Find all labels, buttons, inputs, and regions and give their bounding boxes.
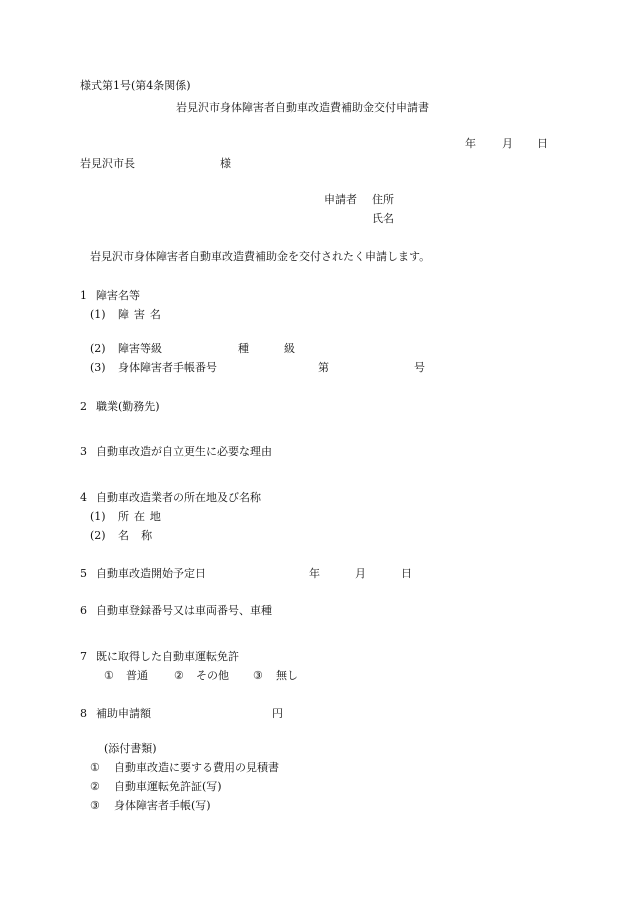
addressee-name: 岩見沢市長 bbox=[80, 157, 135, 170]
license-option-1-label: 普通 bbox=[126, 669, 148, 682]
item-1-3-number: (3) bbox=[90, 361, 106, 374]
attachments-heading: (添付書類) bbox=[104, 742, 157, 755]
date-year: 年 bbox=[465, 137, 476, 150]
date-day: 日 bbox=[537, 137, 548, 150]
attachment-1-mark: ① bbox=[90, 761, 100, 774]
item-4-number: 4 bbox=[80, 491, 87, 504]
item-1-label: 障害名等 bbox=[96, 289, 140, 302]
item-7-number: 7 bbox=[80, 650, 87, 663]
date-month: 月 bbox=[502, 137, 513, 150]
item-6-number: 6 bbox=[80, 604, 87, 617]
document-title: 岩見沢市身体障害者自動車改造費補助金交付申請書 bbox=[176, 101, 429, 114]
license-option-3-label: 無し bbox=[276, 669, 298, 682]
item-4-label: 自動車改造業者の所在地及び名称 bbox=[96, 491, 261, 504]
item-5-label: 自動車改造開始予定日 bbox=[96, 567, 206, 580]
attachment-2-mark: ② bbox=[90, 780, 100, 793]
item-1-3-dai: 第 bbox=[318, 361, 329, 374]
application-statement: 岩見沢市身体障害者自動車改造費補助金を交付されたく申請します。 bbox=[90, 250, 431, 263]
addressee-honorific: 様 bbox=[220, 157, 231, 170]
item-4-1-label: 所在地 bbox=[118, 510, 166, 523]
item-1-1-number: (1) bbox=[90, 308, 106, 321]
applicant-name-label: 氏名 bbox=[372, 212, 394, 225]
item-4-1-number: (1) bbox=[90, 510, 106, 523]
item-1-3-go: 号 bbox=[414, 361, 425, 374]
attachment-3-mark: ③ bbox=[90, 799, 100, 812]
attachment-1-label: 自動車改造に要する費用の見積書 bbox=[114, 761, 279, 774]
item-2-number: 2 bbox=[80, 400, 87, 413]
item-5-year: 年 bbox=[309, 567, 320, 580]
item-1-2-number: (2) bbox=[90, 342, 106, 355]
applicant-address-label: 住所 bbox=[372, 193, 394, 206]
license-option-2-mark: ② bbox=[174, 669, 184, 682]
item-8-label: 補助申請額 bbox=[96, 707, 151, 720]
item-1-1-label: 障害名 bbox=[118, 308, 166, 321]
item-1-2-label: 障害等級 bbox=[118, 342, 162, 355]
item-3-label: 自動車改造が自立更生に必要な理由 bbox=[96, 445, 272, 458]
item-7-label: 既に取得した自動車運転免許 bbox=[96, 650, 239, 663]
license-option-1-mark: ① bbox=[104, 669, 114, 682]
applicant-label: 申請者 bbox=[324, 193, 357, 206]
item-8-unit: 円 bbox=[272, 707, 283, 720]
item-5-number: 5 bbox=[80, 567, 87, 580]
item-3-number: 3 bbox=[80, 445, 87, 458]
attachment-2-label: 自動車運転免許証(写) bbox=[114, 780, 222, 793]
item-1-number: 1 bbox=[80, 289, 87, 302]
item-8-number: 8 bbox=[80, 707, 87, 720]
item-2-label: 職業(勤務先) bbox=[96, 400, 160, 413]
item-1-2-grade: 級 bbox=[284, 342, 295, 355]
item-5-day: 日 bbox=[401, 567, 412, 580]
item-1-3-label: 身体障害者手帳番号 bbox=[118, 361, 217, 374]
item-6-label: 自動車登録番号又は車両番号、車種 bbox=[96, 604, 272, 617]
license-option-3-mark: ③ bbox=[253, 669, 263, 682]
item-4-2-number: (2) bbox=[90, 529, 106, 542]
item-5-month: 月 bbox=[355, 567, 366, 580]
item-4-2-label: 名称 bbox=[118, 529, 165, 542]
license-option-2-label: その他 bbox=[196, 669, 229, 682]
form-number: 様式第1号(第4条関係) bbox=[80, 79, 191, 92]
item-1-2-type: 種 bbox=[238, 342, 249, 355]
attachment-3-label: 身体障害者手帳(写) bbox=[114, 799, 211, 812]
